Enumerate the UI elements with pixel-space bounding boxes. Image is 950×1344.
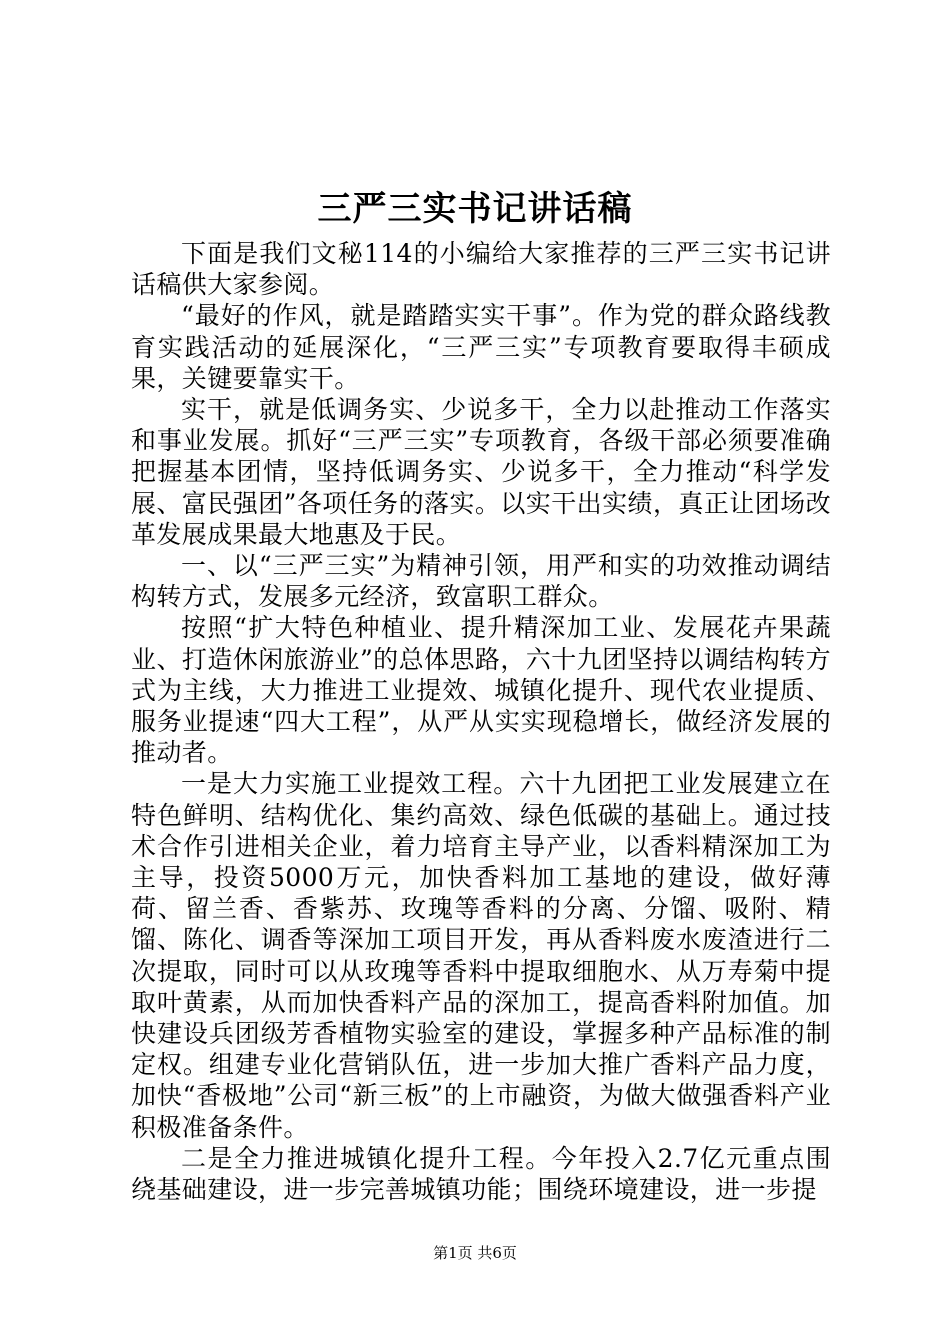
paragraph-urbanization: 二是全力推进城镇化提升工程。今年投入2.7亿元重点围绕基础建设，进一步完善城镇功能；围绕环境建设，进一步提 xyxy=(131,1143,831,1205)
paragraph-industry: 一是大力实施工业提效工程。六十九团把工业发展建立在特色鲜明、结构优化、集约高效、绿色低碳的基础上。通过技术合作引进相关企业，着力培育主导产业，以香料精深加工为主导，投资5000万元，加快香料加工基地的建设，做好薄荷、留兰香、香紫苏、玫瑰等香料的分离、分馏、吸附、精馏、陈化、调香等深加工项目开发，再从香料废水废渣进行二次提取，同时可以从玫瑰等香料中提取细胞水、从万寿菊中提取叶黄素，从而加快香料产品的深加工，提高香料附加值。加快建设兵团级芳香植物实验室的建设，掌握多种产品标准的制定权。组建专业化营销队伍，进一步加大推广香料产品力度，加快“香极地”公司“新三板”的上市融资，为做大做强香料产业积极准备条件。 xyxy=(131,769,831,1142)
paragraph-quote: “最好的作风，就是踏踏实实干事”。作为党的群众路线教育实践活动的延展深化，“三严三实”专项教育要取得丰硕成果，关键要靠实干。 xyxy=(131,301,831,393)
paragraph-section-one: 一、以“三严三实”为精神引领，用严和实的功效推动调结构转方式，发展多元经济，致富职工群众。 xyxy=(131,551,831,612)
document-body xyxy=(131,238,831,1205)
paragraph-intro: 下面是我们文秘114的小编给大家推荐的三严三实书记讲话稿供大家参阅。 xyxy=(131,239,831,300)
paragraph-approach: 按照“扩大特色种植业、提升精深加工业、发展花卉果蔬业、打造休闲旅游业”的总体思路，六十九团坚持以调结构转方式为主线，大力推进工业提效、城镇化提升、现代农业提质、服务业提速“四大工程”，从严从实实现稳增长，做经济发展的推动者。 xyxy=(131,613,831,768)
document-title: 三严三实书记讲话稿 xyxy=(317,189,633,229)
paragraph-shigan: 实干，就是低调务实、少说多干，全力以赴推动工作落实和事业发展。抓好“三严三实”专项教育，各级干部必须要准确把握基本团情，坚持低调务实、少说多干，全力推动“科学发展、富民强团”各项任务的落实。以实干出实绩，真正让团场改革发展成果最大地惠及于民。 xyxy=(131,395,831,549)
page-footer: 第1页 共6页 xyxy=(433,1244,517,1262)
